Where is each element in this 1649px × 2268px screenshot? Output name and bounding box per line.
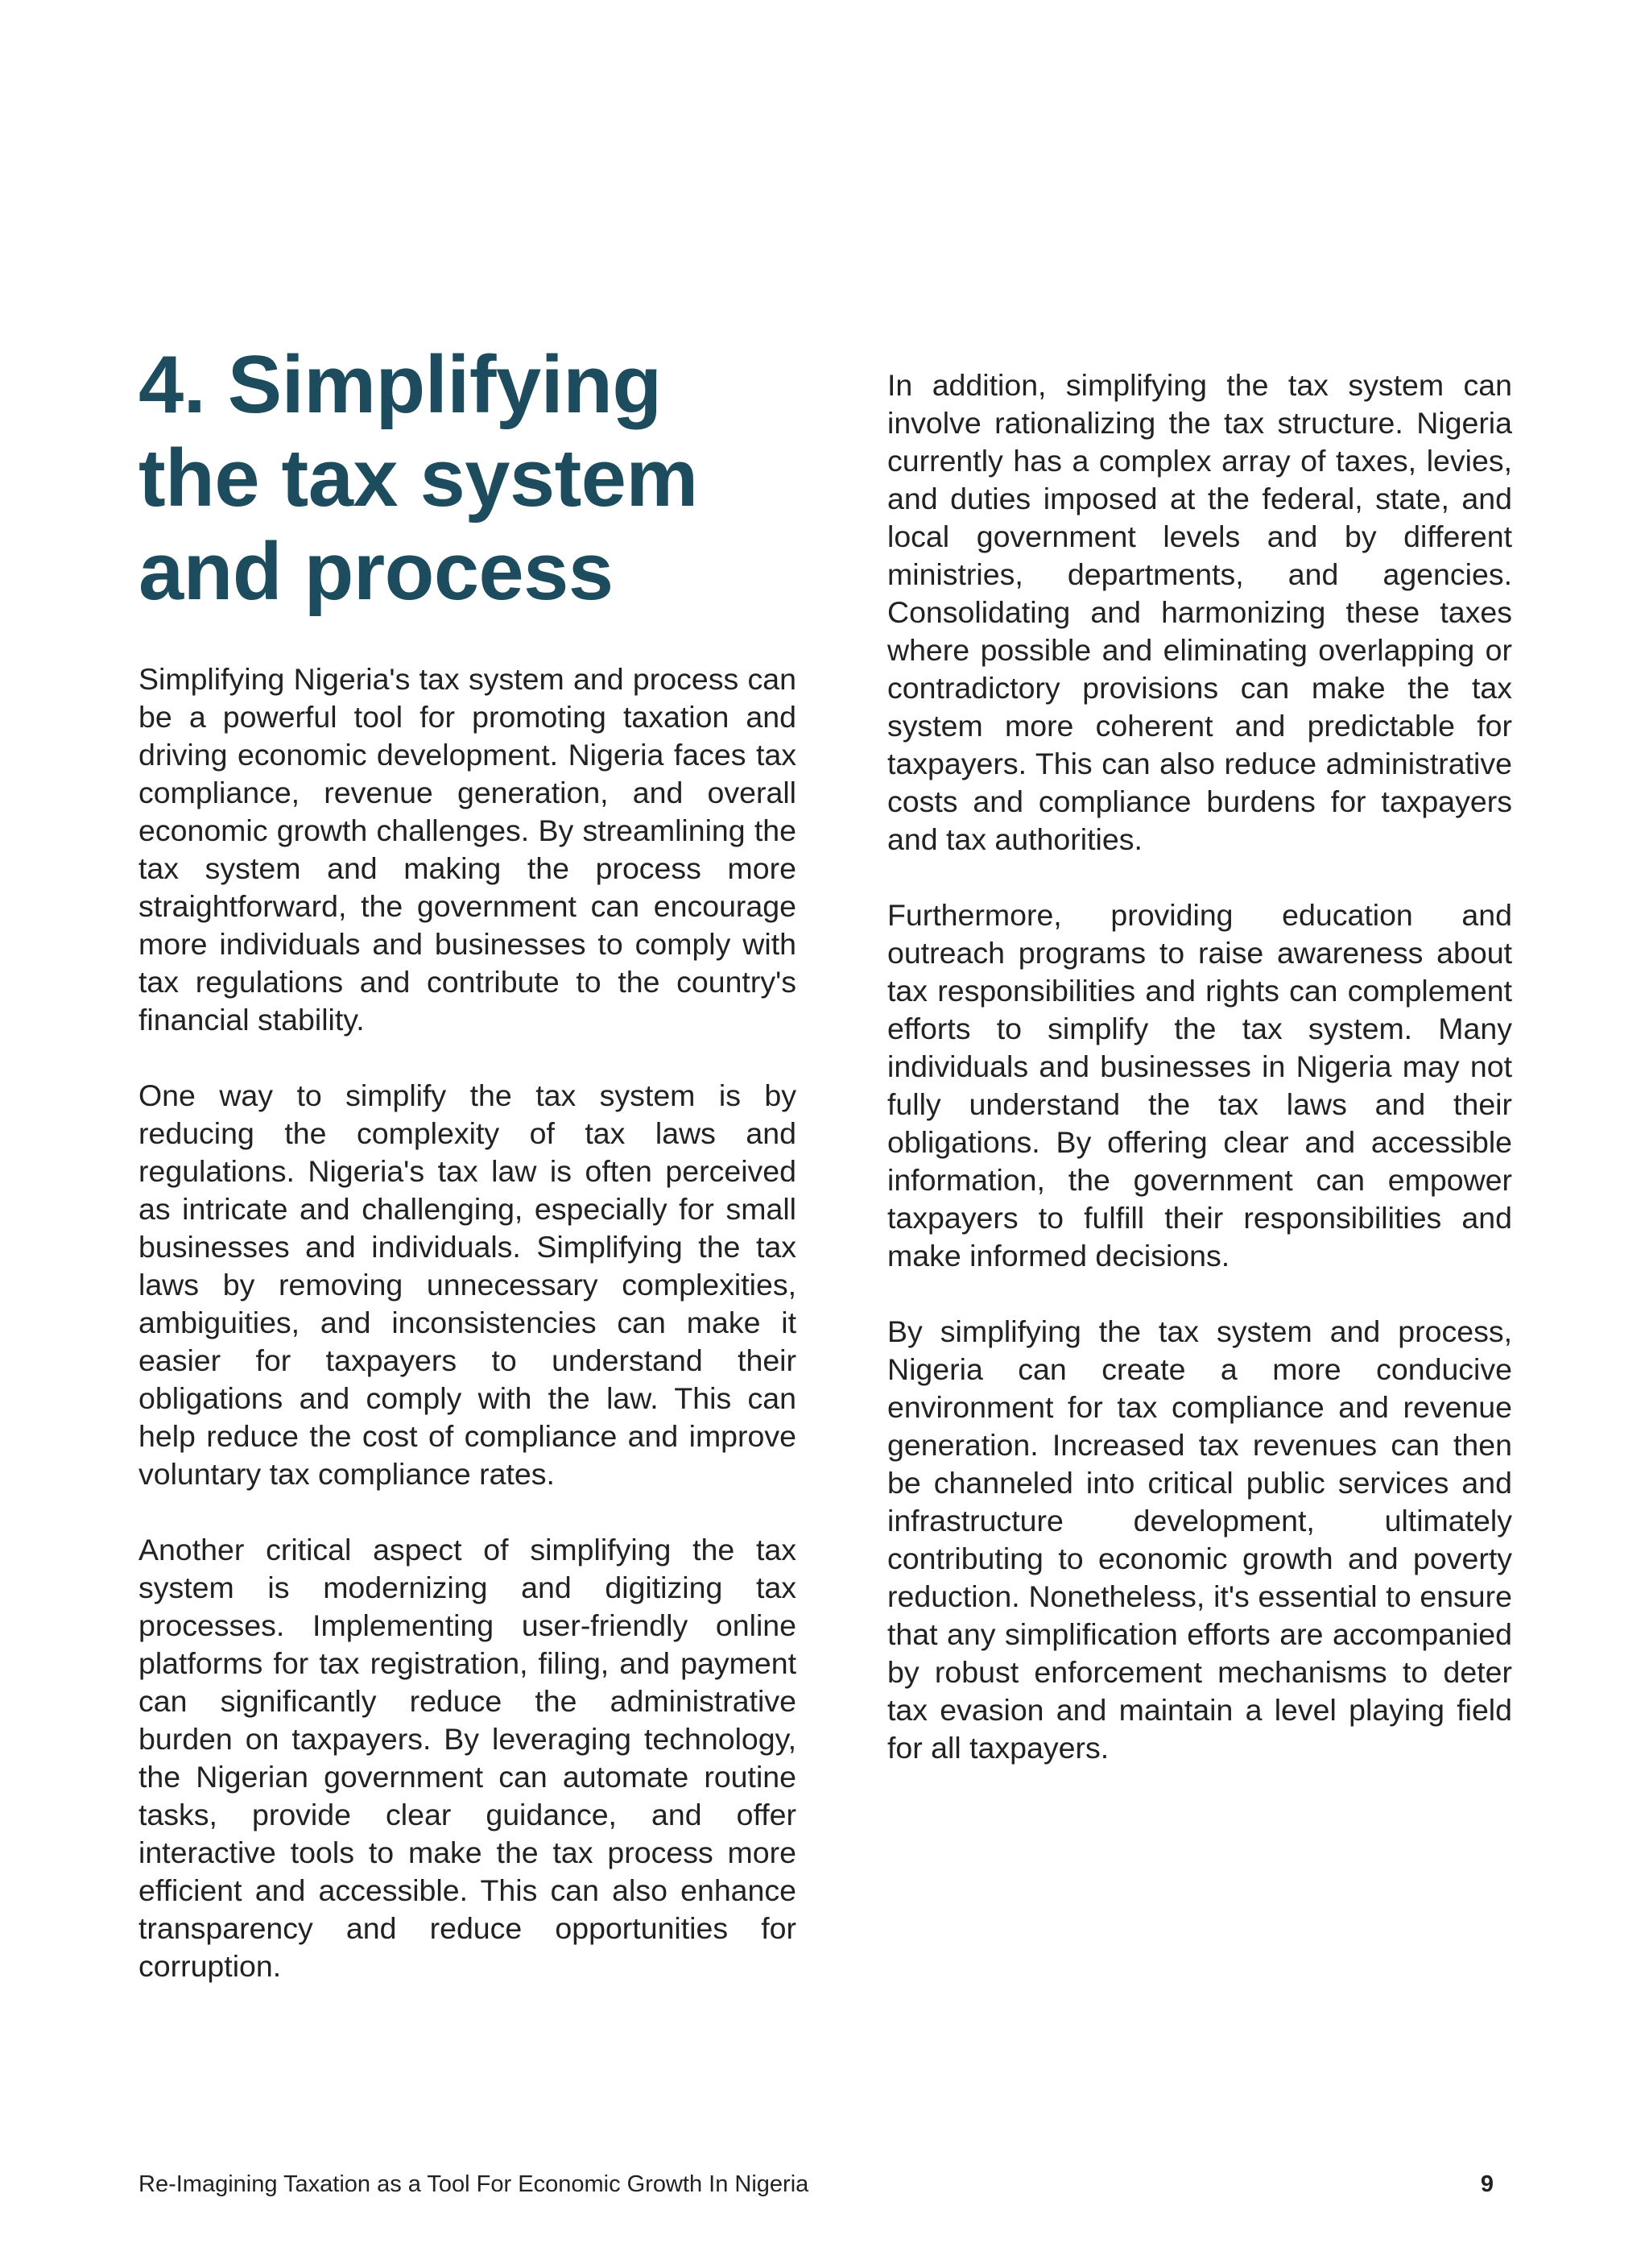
body-paragraph: One way to simplify the tax system is by reducing the complexity of tax laws and regulations. Nigeria's tax law is often perceived as intricate and challenging, especially for small businesses and individuals. Simplifying the tax laws by removing unnecessary complexities, ambiguities, and inconsistencies can make it easier for taxpayers to understand their obligations and comply with the law. This can help reduce the cost of compliance and improve voluntary tax compliance rates. bbox=[138, 1078, 796, 1491]
page-number: 9 bbox=[1480, 2171, 1494, 2197]
right-column bbox=[887, 366, 1512, 1767]
left-column bbox=[138, 338, 796, 1985]
body-paragraph: Another critical aspect of simplifying the tax system is modernizing and digitizing tax processes. Implementing user-friendly online platforms for tax registration, filing, and payment can significantly reduce the administrative burden on taxpayers. By leveraging technology, the Nigerian government can automate routine tasks, provide clear guidance, and offer interactive tools to make the tax process more efficient and accessible. This can also enhance transparency and reduce opportunities for corruption. bbox=[138, 1533, 796, 1983]
body-paragraph: Simplifying Nigeria's tax system and process can be a powerful tool for promoting taxation and driving economic development. Nigeria faces tax compliance, revenue generation, and overall economic growth challenges. By streamlining the tax system and making the process more straightforward, the government can encourage more individuals and businesses to comply with tax regulations and contribute to the country's financial stability. bbox=[138, 662, 796, 1037]
body-paragraph: In addition, simplifying the tax system can involve rationalizing the tax structure. Nigeria currently has a complex array of taxes, levies, and duties imposed at the federal, state, and local government levels and by different ministries, departments, and agencies. Consolidating and harmonizing these taxes where possible and eliminating overlapping or contradictory provisions can make the tax system more coherent and predictable for taxpayers. This can also reduce administrative costs and compliance burdens for taxpayers and tax authorities. bbox=[887, 368, 1512, 856]
section-title: 4. Simplifying the tax system and process bbox=[138, 340, 698, 617]
body-paragraph: By simplifying the tax system and process, Nigeria can create a more conducive environment for tax compliance and revenue generation. Increased tax revenues can then be channeled into critical public services and infrastructure development, ultimately contributing to economic growth and poverty reduction. Nonetheless, it's essential to ensure that any simplification efforts are accompanied by robust enforcement mechanisms to deter tax evasion and maintain a level playing field for all taxpayers. bbox=[887, 1314, 1512, 1765]
footer-document-title: Re-Imagining Taxation as a Tool For Economic Growth In Nigeria bbox=[138, 2171, 809, 2197]
body-paragraph: Furthermore, providing education and outreach programs to raise awareness about tax responsibilities and rights can complement efforts to simplify the tax system. Many individuals and businesses in Nigeria may not fully understand the tax laws and their obligations. By offering clear and accessible information, the government can empower taxpayers to fulfill their responsibilities and make informed decisions. bbox=[887, 898, 1512, 1273]
